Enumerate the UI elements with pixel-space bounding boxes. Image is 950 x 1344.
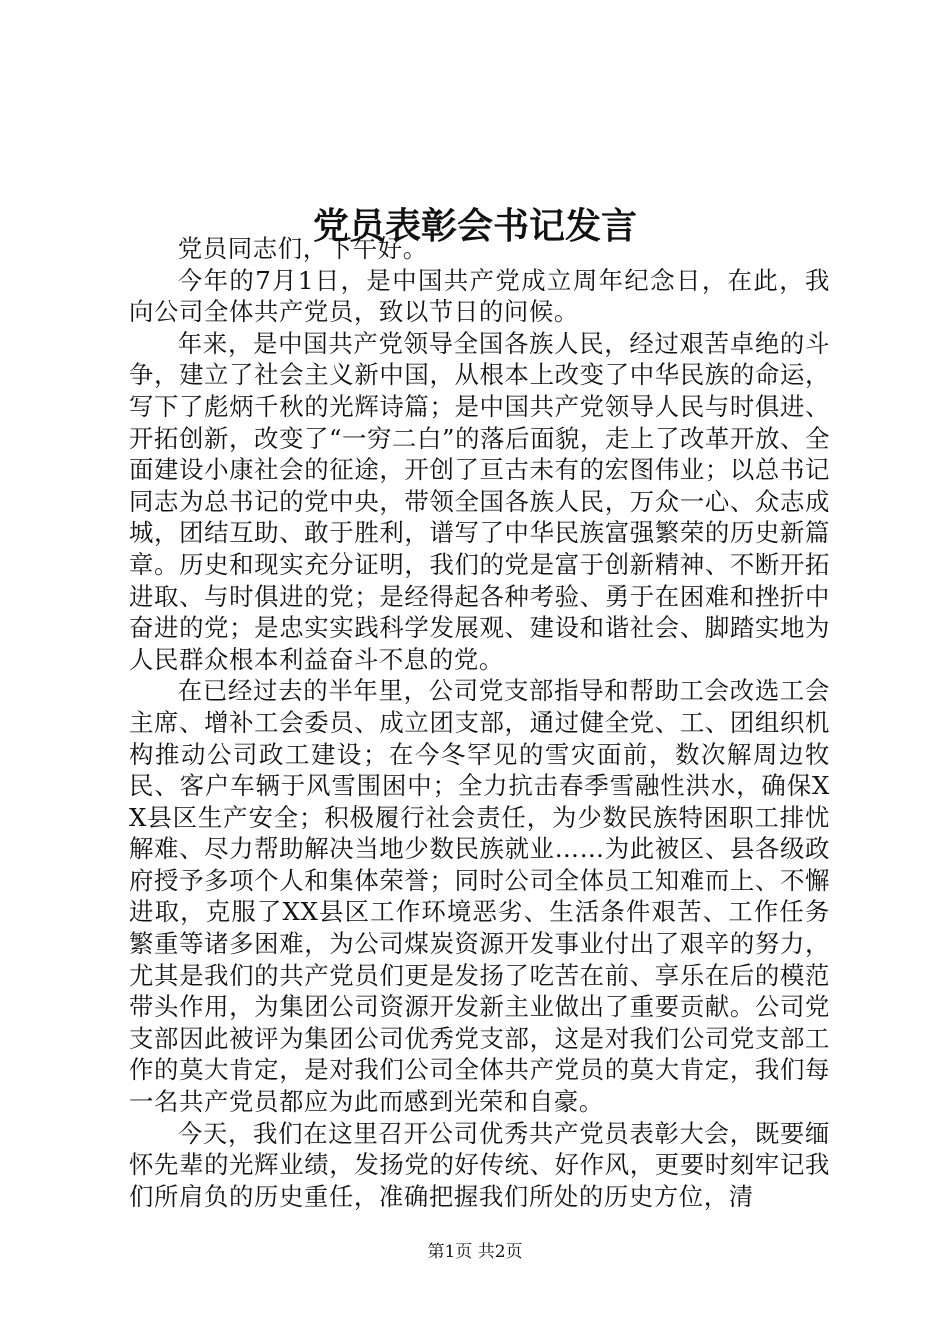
paragraph-today: 今天，我们在这里召开公司优秀共产党员表彰大会，既要缅怀先辈的光辉业绩，发扬党的好传统、好作风，更要时刻牢记我们所肩负的历史重任，准确把握我们所处的历史方位，清 — [129, 1118, 830, 1211]
paragraph-anniversary: 今年的7月1日，是中国共产党成立周年纪念日，在此，我向公司全体共产党员，致以节日的问候。 — [129, 265, 830, 327]
paragraph-history: 年来，是中国共产党领导全国各族人民，经过艰苦卓绝的斗争，建立了社会主义新中国，从根本上改变了中华民族的命运，写下了彪炳千秋的光辉诗篇；是中国共产党领导人民与时俱进、开拓创新，改变了“一穷二白”的落后面貌，走上了改革开放、全面建设小康社会的征途，开创了亘古未有的宏图伟业；以总书记同志为总书记的党中央，带领全国各族人民，万众一心、众志成城，团结互助、敢于胜利，谱写了中华民族富强繁荣的历史新篇章。历史和现实充分证明，我们的党是富于创新精神、不断开拓进取、与时俱进的党；是经得起各种考验、勇于在困难和挫折中奋进的党；是忠实实践科学发展观、建设和谐社会、脚踏实地为人民群众根本利益奋斗不息的党。 — [129, 328, 830, 674]
paragraph-greeting: 党员同志们，下午好。 — [177, 234, 428, 263]
page-number-footer: 第1页 共2页 — [427, 1242, 523, 1262]
paragraph-achievements: 在已经过去的半年里，公司党支部指导和帮助工会改选工会主席、增补工会委员、成立团支部，通过健全党、工、团组织机构推动公司政工建设；在今冬罕见的雪灾面前，数次解周边牧民、客户车辆于风雪围困中；全力抗击春季雪融性洪水，确保XX县区生产安全；积极履行社会责任，为少数民族特困职工排忧解难、尽力帮助解决当地少数民族就业……为此被区、县各级政府授予多项个人和集体荣誉；同时公司全体员工知难而上、不懈进取，克服了XX县区工作环境恶劣、生活条件艰苦、工作任务繁重等诸多困难，为公司煤炭资源开发事业付出了艰辛的努力，尤其是我们的共产党员们更是发扬了吃苦在前、享乐在后的模范带头作用，为集团公司资源开发新主业做出了重要贡献。公司党支部因此被评为集团公司优秀党支部，这是对我们公司党支部工作的莫大肯定，是对我们公司全体共产党员的莫大肯定，我们每一名共产党员都应为此而感到光荣和自豪。 — [129, 676, 830, 1117]
document-body — [129, 233, 830, 1212]
document-title: 党员表彰会书记发言 — [312, 205, 637, 248]
